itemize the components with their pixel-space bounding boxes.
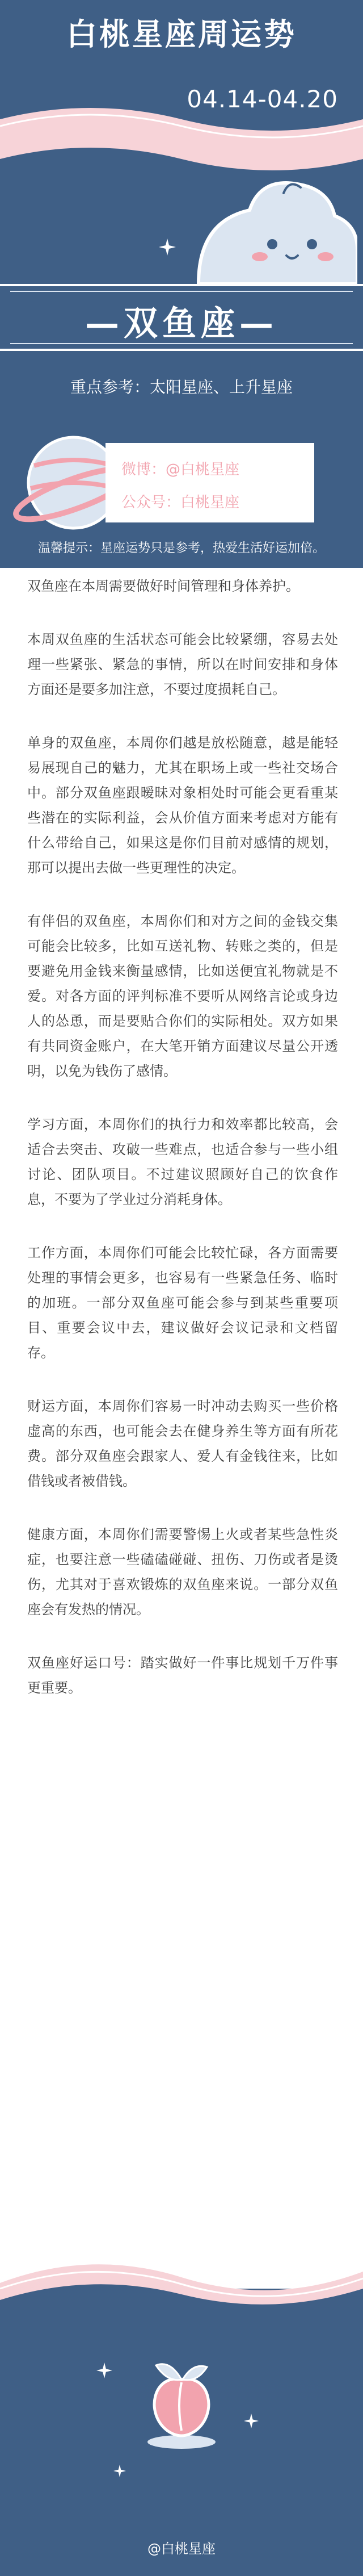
sparkle-icon [113, 2465, 126, 2477]
footer-wave [0, 2249, 363, 2317]
paragraph-intro: 双鱼座在本周需要做好时间管理和身体养护。 [27, 578, 299, 594]
sparkle-icon [159, 239, 176, 256]
paragraph-finance: 财运方面，本周你们容易一时冲动去购买一些价格虚高的东西，也可能会去在健身养生等方面有所花费。部分双鱼座会跟家人、爱人有金钱往来，比如借钱或者被借钱。 [27, 1398, 338, 1489]
paragraph-study: 学习方面，本周你们的执行力和效率都比较高，会适合去突击、攻破一些难点，也适合参与一些小组讨论、团队项目。不过建议照顾好自己的饮食作息，不要为了学业过分消耗身体。 [27, 1116, 338, 1207]
paragraph-slogan: 双鱼座好运口号：踏实做好一件事比规划千万件事更重要。 [27, 1655, 338, 1696]
header [0, 0, 363, 568]
focus-note: 重点参考：太阳星座、上升星座 [70, 378, 293, 396]
date-range: 04.14-04.20 [187, 85, 338, 113]
page-title: 白桃星座周运势 [66, 16, 297, 52]
paragraph-overall: 本周双鱼座的生活状态可能会比较紧绷，容易去处理一些紧张、紧急的事情，所以在时间安排和身体方面还是要多加注意，不要过度损耗自己。 [27, 632, 338, 697]
sparkle-icon [244, 2414, 259, 2428]
sparkle-icon [96, 2362, 112, 2378]
sign-banner [0, 284, 363, 351]
weibo-handle: 微博：@白桃星座 [121, 461, 240, 478]
cloud-mascot-icon [187, 170, 357, 284]
sign-title: —双鱼座— [85, 304, 278, 344]
wechat-account: 公众号：白桃星座 [121, 494, 240, 511]
footer [0, 2249, 363, 2576]
paragraph-couple: 有伴侣的双鱼座，本周你们和对方之间的金钱交集可能会比较多，比如互送礼物、转账之类的，但是要避免用金钱来衡量感情，比如送便宜礼物就是不爱。对各方面的评判标准不要听从网络言论或身边人的怂恿，而是要贴合你们的实际相处。双方如果有共同资金账户，在大笔开销方面建议尽量公开透明，以免为钱伤了感情。 [27, 913, 338, 1079]
paragraph-health: 健康方面，本周你们需要警惕上火或者某些急性炎症，也要注意一些磕磕碰碰、扭伤、刀伤或者是烫伤，尤其对于喜欢锻炼的双鱼座来说。一部分双鱼座会有发热的情况。 [27, 1527, 338, 1617]
contact-box [105, 443, 314, 522]
tip-text: 温馨提示：星座运势只是参考，热爱生活好运加倍。 [37, 541, 325, 555]
paragraph-work: 工作方面，本周你们可能会比较忙碌，各方面需要处理的事情会更多，也容易有一些紧急任务、临时的加班。一部分双鱼座可能会参与到某些重要项目、重要会议中去，建议做好会议记录和文档留存。 [27, 1245, 338, 1361]
paragraph-single: 单身的双鱼座，本周你们越是放松随意，越是能轻易展现自己的魅力，尤其在职场上或一些社交场合中。部分双鱼座跟暧昧对象相处时可能会更看重某些潜在的实际利益，会从价值方面来考虑对方能有什么带给自己，如果这是你们目前对感情的规划，那可以提出去做一些更理性的决定。 [27, 735, 338, 876]
footer-credit: @白桃星座 [147, 2541, 216, 2557]
peach-icon [136, 2351, 227, 2453]
article-body [27, 574, 338, 1729]
